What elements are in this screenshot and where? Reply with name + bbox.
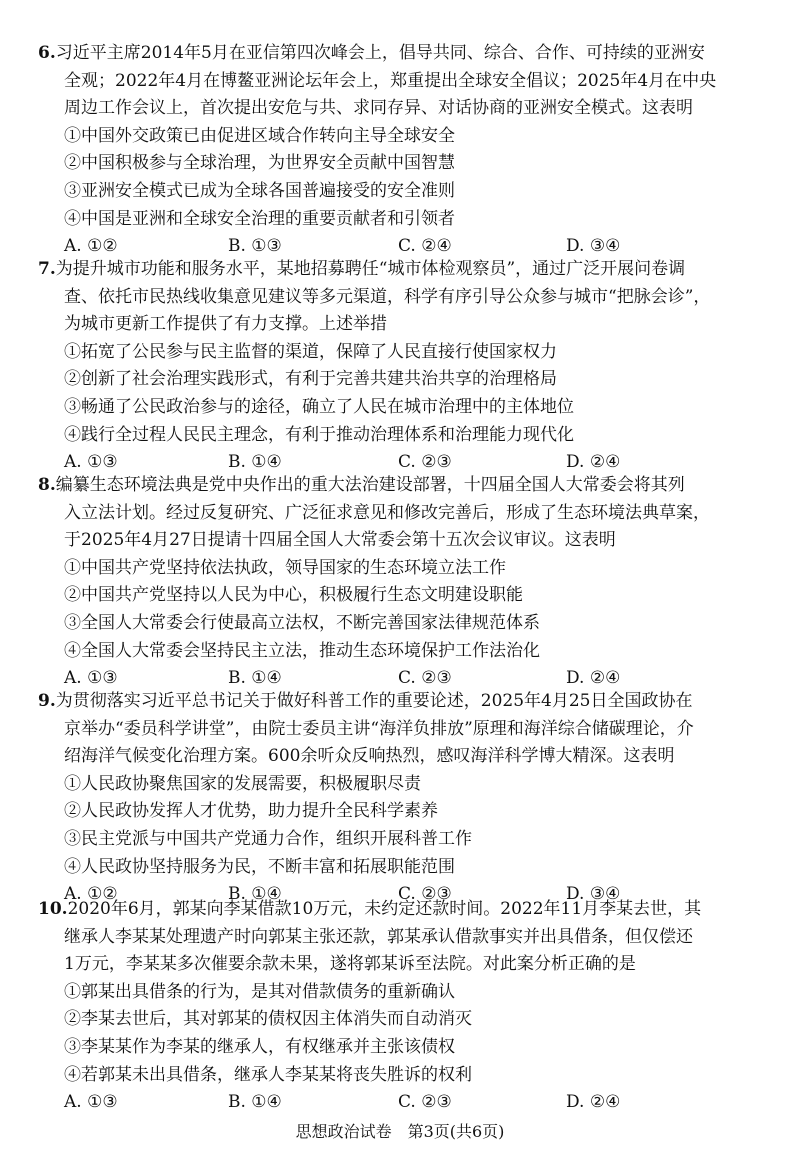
statement-item: ②创新了社会治理实践形式，有利于完善共建共治共享的治理格局 <box>64 369 557 390</box>
statement-item: ③畅通了公民政治参与的途径，确立了人民在城市治理中的主体地位 <box>64 396 574 417</box>
statement-item: ①中国外交政策已由促进区域合作转向主导全球安全 <box>64 125 455 146</box>
choice-c[interactable]: C. ②③ <box>398 668 452 689</box>
question-9 <box>38 688 778 909</box>
choice-a[interactable]: A. ①② <box>64 236 118 257</box>
stem-line: 为提升城市功能和服务水平，某地招募聘任“城市体检观察员”，通过广泛开展问卷调 <box>55 259 686 279</box>
question-6 <box>38 40 778 261</box>
choice-c[interactable]: C. ②③ <box>398 452 452 473</box>
statement-item: ②人民政协发挥人才优势，助力提升全民科学素养 <box>64 801 438 822</box>
stem-line: 2020年6月，郭某向李某借款10万元，未约定还款时间。2022年11月李某去世，其 <box>67 899 702 919</box>
statement-item: ③李某某作为李某的继承人，有权继承并主张该债权 <box>64 1036 455 1057</box>
question-8 <box>38 472 778 693</box>
answer-choices <box>38 1089 778 1117</box>
question-10 <box>38 896 778 1117</box>
statement-item: ①拓宽了公民参与民主监督的渠道，保障了人民直接行使国家权力 <box>64 341 557 362</box>
stem-line: 于2025年4月27日提请十四届全国人大常委会第十五次会议审议。这表明 <box>64 530 616 551</box>
statement-item: ②李某去世后，其对郭某的债权因主体消失而自动消灭 <box>64 1009 472 1030</box>
choice-c[interactable]: C. ②④ <box>398 236 452 257</box>
choice-b[interactable]: B. ①③ <box>228 236 282 257</box>
question-number: 10. <box>38 899 68 919</box>
stem-line: 绍海洋气候变化治理方案。600余听众反响热烈，感叹海洋科学博大精深。这表明 <box>64 746 675 767</box>
choice-b[interactable]: B. ①④ <box>228 668 282 689</box>
choice-d[interactable]: D. ②④ <box>566 668 621 689</box>
choice-a[interactable]: A. ①③ <box>64 668 118 689</box>
statement-item: ④若郭某未出具借条，继承人李某某将丧失胜诉的权利 <box>64 1064 472 1085</box>
stem-line: 全观；2022年4月在博鳌亚洲论坛年会上，郑重提出全球安全倡议；2025年4月在中央 <box>64 70 717 91</box>
statement-item: ③民主党派与中国共产党通力合作，组织开展科普工作 <box>64 828 472 849</box>
choice-d[interactable]: D. ②④ <box>566 452 621 473</box>
statement-item: ④全国人大常委会坚持民主立法，推动生态环境保护工作法治化 <box>64 640 540 661</box>
question-number: 7. <box>38 259 56 279</box>
stem-line: 查、依托市民热线收集意见建议等多元渠道，科学有序引导公众参与城市“把脉会诊”， <box>64 286 711 307</box>
question-number: 8. <box>38 475 56 495</box>
statement-item: ②中国积极参与全球治理，为世界安全贡献中国智慧 <box>64 153 455 174</box>
choice-d[interactable]: D. ②④ <box>566 1092 621 1113</box>
stem-line: 编纂生态环境法典是党中央作出的重大法治建设部署，十四届全国人大常委会将其列 <box>55 475 685 495</box>
stem-line: 为贯彻落实习近平总书记关于做好科普工作的重要论述，2025年4月25日全国政协在 <box>55 691 693 711</box>
choice-b[interactable]: B. ①④ <box>228 1092 282 1113</box>
stem-line: 京举办“委员科学讲堂”，由院士委员主讲“海洋负排放”原理和海洋综合储碳理论，介 <box>64 718 694 739</box>
question-number: 9. <box>38 691 56 711</box>
question-7 <box>38 256 778 477</box>
stem-line: 入立法计划。经过反复研究、广泛征求意见和修改完善后，形成了生态环境法典草案， <box>64 502 710 523</box>
choice-a[interactable]: A. ①② <box>64 884 118 905</box>
statement-item: ④践行全过程人民民主理念，有利于推动治理体系和治理能力现代化 <box>64 424 574 445</box>
question-stem <box>38 896 778 979</box>
stem-line: 周边工作会议上，首次提出安危与共、求同存异、对话协商的亚洲安全模式。这表明 <box>64 98 693 119</box>
stem-line: 继承人李某某处理遗产时向郭某主张还款，郭某承认借款事实并出具借条，但仅偿还 <box>64 926 693 947</box>
choice-b[interactable]: B. ①④ <box>228 452 282 473</box>
statement-item: ①郭某出具借条的行为，是其对借款债务的重新确认 <box>64 981 455 1002</box>
statement-item: ②中国共产党坚持以人民为中心，积极履行生态文明建设职能 <box>64 585 523 606</box>
question-stem <box>38 472 778 555</box>
statement-item: ③全国人大常委会行使最高立法权，不断完善国家法律规范体系 <box>64 612 540 633</box>
choice-d[interactable]: D. ③④ <box>566 236 621 257</box>
choice-c[interactable]: C. ②③ <box>398 884 452 905</box>
question-stem <box>38 40 778 123</box>
choice-b[interactable]: B. ①④ <box>228 884 282 905</box>
stem-line: 习近平主席2014年5月在亚信第四次峰会上，倡导共同、综合、合作、可持续的亚洲安 <box>55 43 705 63</box>
choice-c[interactable]: C. ②③ <box>398 1092 452 1113</box>
choice-d[interactable]: D. ③④ <box>566 884 621 905</box>
stem-line: 1万元，李某某多次催要余款未果，遂将郭某诉至法院。对此案分析正确的是 <box>64 954 636 975</box>
question-stem <box>38 688 778 771</box>
page-footer: 思想政治试卷 第3页(共6页) <box>295 1122 505 1141</box>
choice-a[interactable]: A. ①③ <box>64 452 118 473</box>
statement-item: ④中国是亚洲和全球安全治理的重要贡献者和引领者 <box>64 208 455 229</box>
choice-a[interactable]: A. ①③ <box>64 1092 118 1113</box>
stem-line: 为城市更新工作提供了有力支撑。上述举措 <box>64 314 387 335</box>
question-stem <box>38 256 778 339</box>
statement-item: ③亚洲安全模式已成为全球各国普遍接受的安全准则 <box>64 180 455 201</box>
statement-item: ④人民政协坚持服务为民，不断丰富和拓展职能范围 <box>64 856 455 877</box>
statement-item: ①中国共产党坚持依法执政，领导国家的生态环境立法工作 <box>64 557 506 578</box>
statement-item: ①人民政协聚焦国家的发展需要，积极履职尽责 <box>64 773 421 794</box>
question-number: 6. <box>38 43 56 63</box>
